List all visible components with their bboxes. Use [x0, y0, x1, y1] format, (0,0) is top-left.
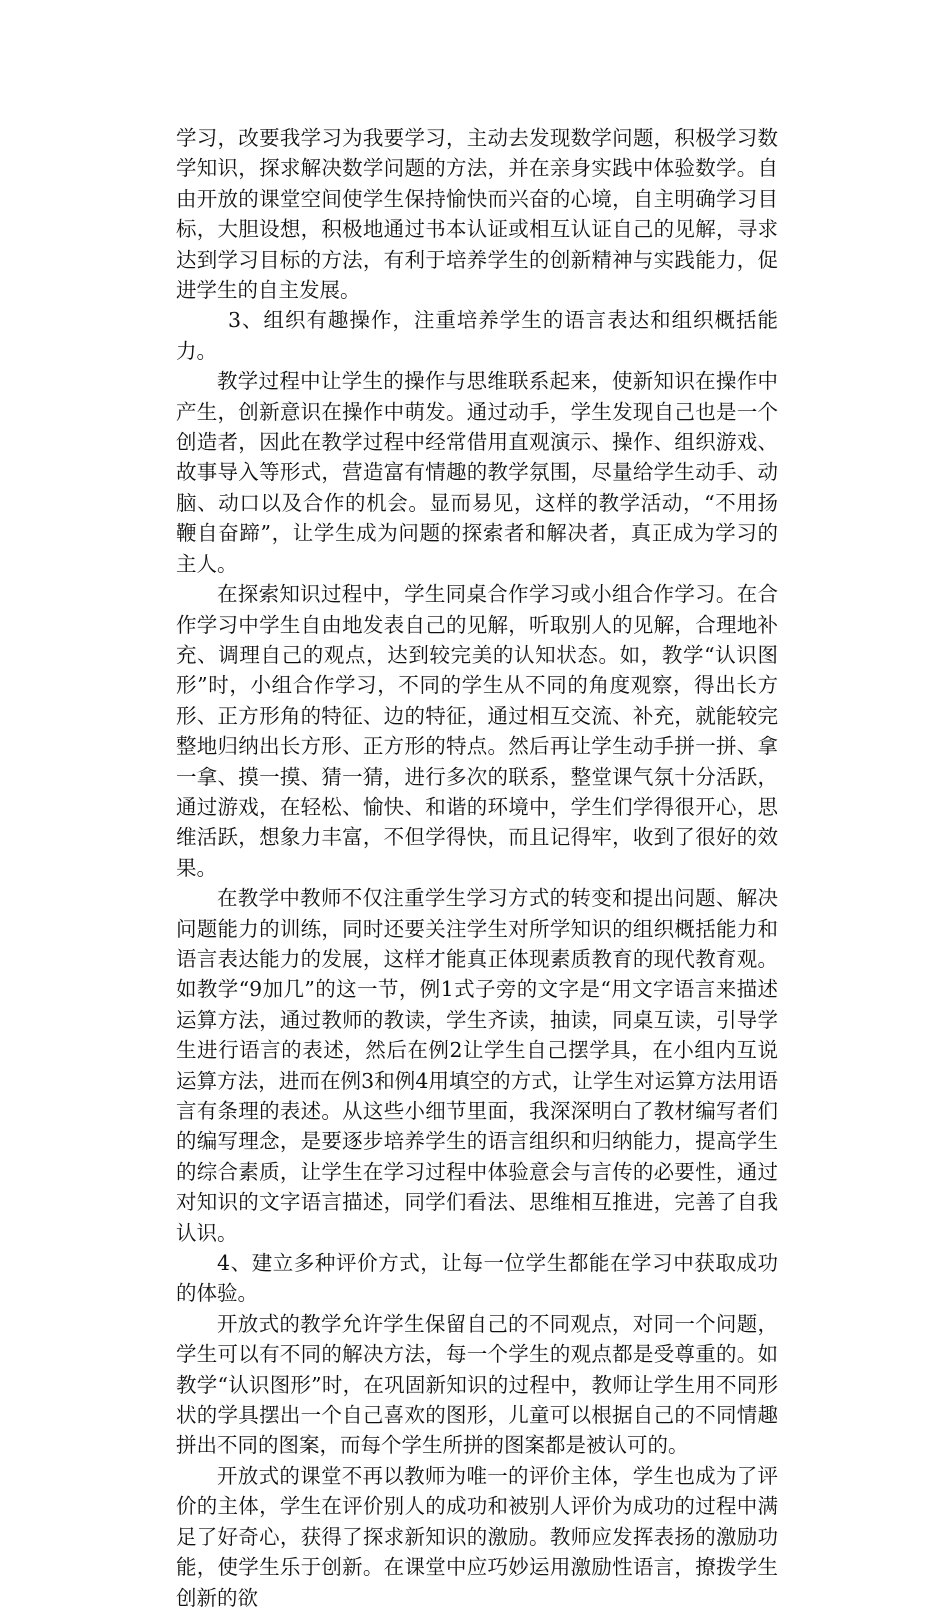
section-heading-4: 4、建立多种评价方式，让每一位学生都能在学习中获取成功的体验。: [176, 1251, 778, 1306]
section-heading-3: 3、组织有趣操作，注重培养学生的语言表达和组织概括能力。: [176, 308, 778, 363]
paragraph: 教学过程中让学生的操作与思维联系起来，使新知识在操作中产生，创新意识在操作中萌发。通过动手，学生发现自己也是一个创造者，因此在教学过程中经常借用直观演示、操作、组织游戏、故事导入等形式，营造富有情趣的教学氛围，尽量给学生动手、动脑、动口以及合作的机会。显而易见，这样的教学活动，“不用扬鞭自奋蹄”，让学生成为问题的探索者和解决者，真正成为学习的主人。: [176, 369, 778, 576]
paragraph: 在探索知识过程中，学生同桌合作学习或小组合作学习。在合作学习中学生自由地发表自己的见解，听取别人的见解，合理地补充、调理自己的观点，达到较完美的认知状态。如，教学“认识图形”时，小组合作学习，不同的学生从不同的角度观察，得出长方形、正方形角的特征、边的特征，通过相互交流、补充，就能较完整地归纳出长方形、正方形的特点。然后再让学生动手拼一拼、拿一拿、摸一摸、猜一猜，进行多次的联系，整堂课气氛十分活跃，通过游戏，在轻松、愉快、和谐的环境中，学生们学得很开心，思维活跃，想象力丰富，不但学得快，而且记得牢，收到了很好的效果。: [176, 582, 778, 880]
document-body: [176, 123, 778, 1613]
paragraph: 开放式的课堂不再以教师为唯一的评价主体，学生也成为了评价的主体，学生在评价别人的成功和被别人评价为成功的过程中满足了好奇心，获得了探求新知识的激励。教师应发挥表扬的激励功能，使学生乐于创新。在课堂中应巧妙运用激励性语言，撩拨学生创新的欲: [176, 1463, 778, 1610]
paragraph-continuation: 学习，改要我学习为我要学习，主动去发现数学问题，积极学习数学知识，探求解决数学问题的方法，并在亲身实践中体验数学。自由开放的课堂空间使学生保持愉快而兴奋的心境，自主明确学习目标，大胆设想，积极地通过书本认证或相互认证自己的见解，寻求达到学习目标的方法，有利于培养学生的创新精神与实践能力，促进学生的自主发展。: [176, 126, 778, 303]
paragraph: 开放式的教学允许学生保留自己的不同观点，对同一个问题，学生可以有不同的解决方法，每一个学生的观点都是受尊重的。如教学“认识图形”时，在巩固新知识的过程中，教师让学生用不同形状的学具摆出一个自己喜欢的图形，儿童可以根据自己的不同情趣拼出不同的图案，而每个学生所拼的图案都是被认可的。: [176, 1311, 778, 1458]
paragraph: 在教学中教师不仅注重学生学习方式的转变和提出问题、解决问题能力的训练，同时还要关注学生对所学知识的组织概括能力和语言表达能力的发展，这样才能真正体现素质教育的现代教育观。如教学“9加几”的这一节，例1式子旁的文字是“用文字语言来描述运算方法，通过教师的教读，学生齐读，抽读，同桌互读，引导学生进行语言的表述，然后在例2让学生自己摆学具，在小组内互说运算方法，进而在例3和例4用填空的方式，让学生对运算方法用语言有条理的表述。从这些小细节里面，我深深明白了教材编写者们的编写理念，是要逐步培养学生的语言组织和归纳能力，提高学生的综合素质，让学生在学习过程中体验意会与言传的必要性，通过对知识的文字语言描述，同学们看法、思维相互推进，完善了自我认识。: [176, 886, 778, 1245]
